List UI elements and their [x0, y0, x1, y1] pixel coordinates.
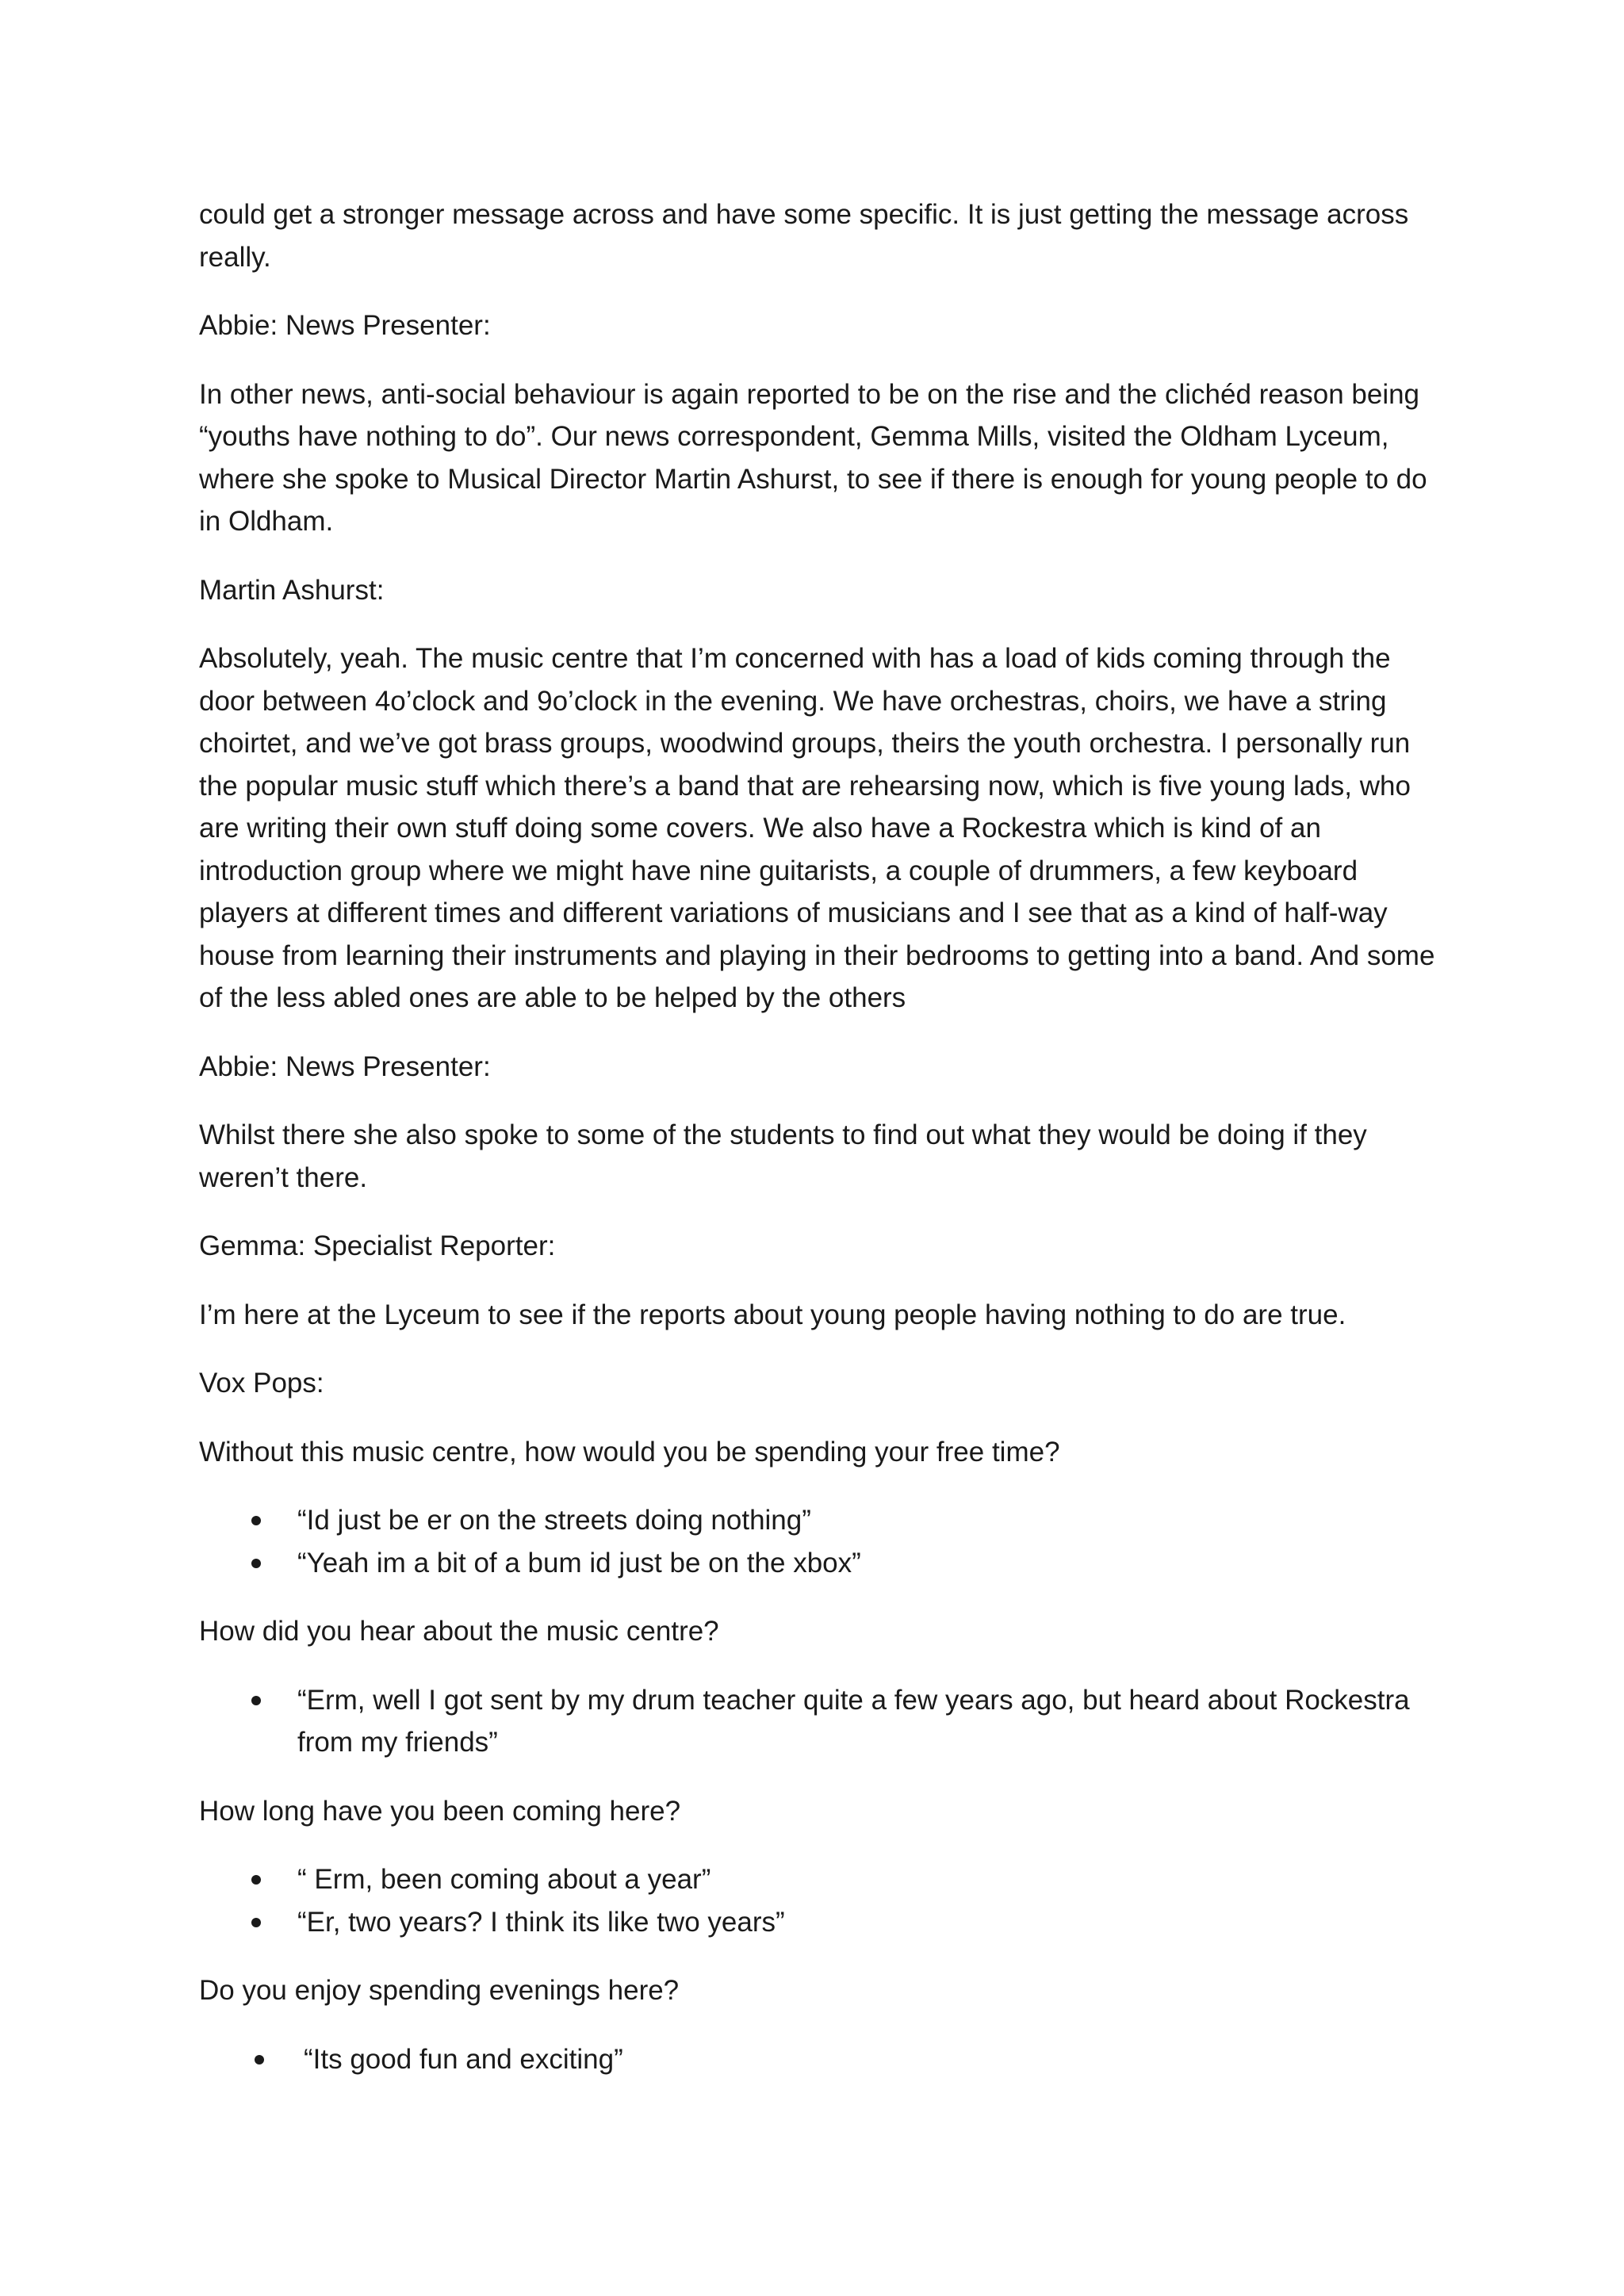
question-text: Do you enjoy spending evenings here? — [199, 1975, 680, 2006]
speaker-label: Abbie: News Presenter: — [199, 1050, 491, 1082]
answer-list — [199, 1858, 1452, 1943]
speaker-label: Abbie: News Presenter: — [199, 310, 491, 341]
answer-text: “ Erm, been coming about a year” — [297, 1864, 711, 1895]
presenter-paragraph: In other news, anti-social behaviour is again reported to be on the rise and the clichéd reason being “youths have nothing to do”. Our news correspondent, Gemma Mills, visited the Oldham Lyceum, where she spoke to Musical Director Martin Ashurst, to see if there is enough for young people to do in Oldham. — [199, 378, 1427, 537]
answer-list — [199, 1499, 1452, 1584]
speaker-label: Martin Ashurst: — [199, 574, 385, 606]
bullet-icon — [251, 1516, 261, 1525]
answer-list — [199, 1679, 1452, 1764]
reporter-paragraph: I’m here at the Lyceum to see if the reports about young people having nothing to do are true. — [199, 1299, 1346, 1330]
speaker-label: Vox Pops: — [199, 1368, 324, 1399]
bullet-icon — [255, 2055, 264, 2064]
bullet-icon — [251, 1918, 261, 1927]
answer-text: “Erm, well I got sent by my drum teacher quite a few years ago, but heard about Rockestra from my friends” — [297, 1684, 1410, 1758]
list-item — [199, 1679, 1452, 1764]
bullet-icon — [251, 1696, 261, 1705]
list-item — [199, 1542, 1452, 1585]
document-page — [199, 193, 1452, 2107]
presenter-paragraph: Whilst there she also spoke to some of the students to find out what they would be doing if they weren’t there. — [199, 1119, 1367, 1193]
list-item — [199, 1901, 1452, 1944]
intro-paragraph: could get a stronger message across and have some specific. It is just getting the message across really. — [199, 199, 1409, 273]
bullet-icon — [251, 1559, 261, 1568]
speaker-label: Gemma: Specialist Reporter: — [199, 1230, 556, 1261]
interview-paragraph: Absolutely, yeah. The music centre that I’m concerned with has a load of kids coming through the door between 4o’clock and 9o’clock in the evening. We have orchestras, choirs, we have a string choirtet, and we’ve got brass groups, woodwind groups, theirs the youth orchestra. I personally run the popular music stuff which there’s a band that are rehearsing now, which is five young lads, who are writing their own stuff doing some covers. We also have a Rockestra which is kind of an introduction group where we might have nine guitarists, a couple of drummers, a few keyboard players at different times and different variations of musicians and I see that as a kind of half-way house from learning their instruments and playing in their bedrooms to getting into a band. And some of the less abled ones are able to be helped by the others — [199, 643, 1435, 1013]
bullet-icon — [251, 1875, 261, 1885]
answer-list — [199, 2038, 1452, 2081]
list-item — [199, 2038, 1452, 2081]
list-item — [199, 1858, 1452, 1901]
question-text: How long have you been coming here? — [199, 1795, 681, 1827]
answer-text: “Yeah im a bit of a bum id just be on the xbox” — [297, 1547, 861, 1578]
question-text: Without this music centre, how would you be spending your free time? — [199, 1436, 1060, 1468]
question-text: How did you hear about the music centre? — [199, 1616, 719, 1647]
answer-text: “Its good fun and exciting” — [304, 2043, 623, 2075]
answer-text: “Er, two years? I think its like two years” — [297, 1906, 785, 1938]
answer-text: “Id just be er on the streets doing nothing” — [297, 1505, 811, 1536]
list-item — [199, 1499, 1452, 1542]
